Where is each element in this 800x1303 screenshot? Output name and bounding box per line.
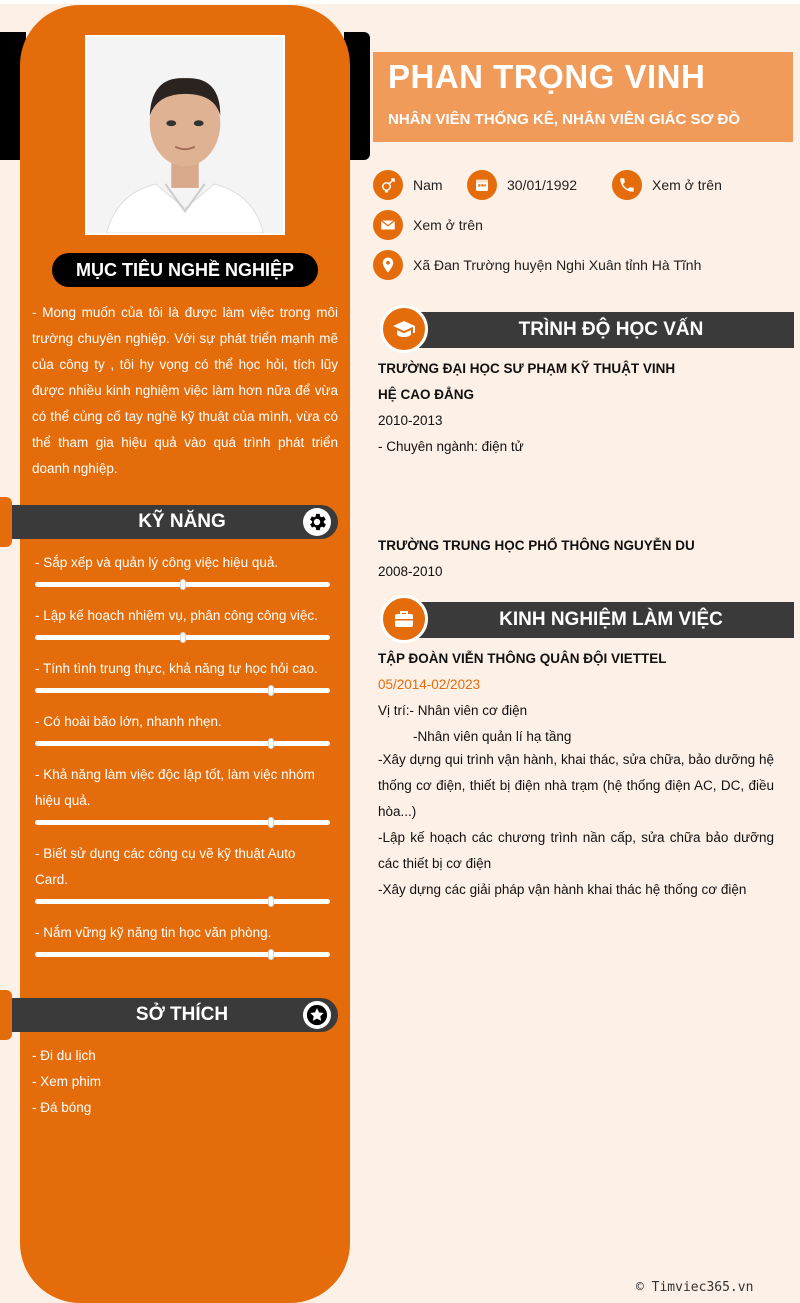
skill-label: - Biết sử dụng các công cụ vẽ kỹ thuật Auto Card. bbox=[35, 846, 296, 887]
education-level: HỆ CAO ĐẲNG bbox=[378, 387, 475, 402]
position-line: -Nhân viên quản lí hạ tầng bbox=[413, 729, 572, 744]
profile-photo bbox=[85, 35, 285, 235]
header-tab bbox=[0, 990, 12, 1040]
hobby-item: - Đá bóng bbox=[32, 1100, 92, 1115]
gear-icon bbox=[303, 508, 331, 536]
hobbies-header bbox=[0, 998, 338, 1032]
company-name: TẬP ĐOÀN VIỄN THÔNG QUÂN ĐỘI VIETTEL bbox=[378, 651, 667, 666]
position-line: Vị trí:- Nhân viên cơ điện bbox=[378, 703, 528, 718]
education-heading: TRÌNH ĐỘ HỌC VẤN bbox=[518, 319, 704, 340]
phone-value: Xem ở trên bbox=[652, 177, 722, 193]
education-period: 2010-2013 bbox=[378, 413, 443, 428]
skill-knob bbox=[180, 632, 186, 643]
calendar-icon bbox=[467, 170, 497, 200]
email-value: Xem ở trên bbox=[413, 217, 483, 233]
school-name: TRƯỜNG TRUNG HỌC PHỔ THÔNG NGUYỄN DU bbox=[378, 538, 695, 553]
gender-value: Nam bbox=[413, 177, 443, 193]
skill-knob bbox=[268, 738, 274, 749]
location-icon bbox=[373, 250, 403, 280]
person-photo-icon bbox=[87, 37, 283, 233]
skills-header bbox=[0, 505, 338, 539]
skill-bar bbox=[35, 899, 330, 904]
skills-heading: KỸ NĂNG bbox=[138, 511, 226, 532]
duty-item: -Xây dựng qui trình vận hành, khai thác, sửa chữa, bảo dưỡng hệ thống cơ điện, thiết bị điện nhà trạm (hệ thống điện AC, DC, điều hòa...) bbox=[378, 752, 774, 819]
address-value: Xã Đan Trường huyện Nghi Xuân tỉnh Hà Tĩnh bbox=[413, 257, 702, 273]
star-icon bbox=[303, 1001, 331, 1029]
skill-label: - Sắp xếp và quản lý công việc hiệu quả. bbox=[35, 555, 279, 570]
gender-icon bbox=[373, 170, 403, 200]
skill-label: - Có hoài bão lớn, nhanh nhẹn. bbox=[35, 714, 222, 729]
duty-item: -Lập kế hoạch các chương trình nần cấp, sửa chữa bảo dưỡng các thiết bị cơ điện bbox=[378, 830, 774, 871]
education-header bbox=[380, 312, 794, 348]
skill-knob bbox=[268, 817, 274, 828]
education-major: - Chuyên ngành: điện tử bbox=[378, 439, 524, 454]
job-title: NHÂN VIÊN THỐNG KÊ, NHÂN VIÊN GIÁC SƠ ĐỒ bbox=[388, 111, 740, 128]
skill-label: - Lập kế hoạch nhiệm vụ, phân công công việc. bbox=[35, 608, 318, 623]
skill-bar bbox=[35, 820, 330, 825]
experience-heading: KINH NGHIỆM LÀM VIỆC bbox=[499, 609, 723, 630]
duty-item: -Xây dựng các giải pháp vận hành khai thác hệ thống cơ điện bbox=[378, 882, 747, 897]
contact-birthday bbox=[467, 170, 577, 200]
birthday-value: 30/01/1992 bbox=[507, 177, 578, 193]
experience-duties bbox=[378, 747, 774, 903]
contact-phone bbox=[612, 170, 722, 200]
skill-bar bbox=[35, 582, 330, 587]
experience-period: 05/2014-02/2023 bbox=[378, 677, 481, 692]
skill-knob bbox=[268, 896, 274, 907]
skill-label: - Nắm vững kỹ năng tin học văn phòng. bbox=[35, 925, 272, 940]
contact-email bbox=[373, 210, 483, 240]
skill-knob bbox=[268, 685, 274, 696]
header-tab bbox=[0, 497, 12, 547]
objective-text: - Mong muốn của tôi là được làm việc trong môi trường chuyên nghiệp. Với sự phát triển mạnh mẽ của công ty , tôi hy vọng có thể học hỏi, tích lũy được nhiều kinh nghiệm việc làm hơn nữa để vừa có thể củng cố tay nghề kỹ thuật của mình, vừa có thể tham gia hiệu quả vào quá trình phát triển doanh nghiệp. bbox=[32, 305, 338, 476]
footer-credit: © Timviec365.vn bbox=[636, 1280, 754, 1295]
full-name: PHAN TRỌNG VINH bbox=[388, 58, 706, 95]
hobbies-heading: SỞ THÍCH bbox=[135, 1004, 229, 1025]
experience-entry bbox=[378, 646, 667, 750]
skill-bar bbox=[35, 952, 330, 957]
phone-icon bbox=[612, 170, 642, 200]
contact-address bbox=[373, 250, 701, 280]
objective-heading: MỤC TIÊU NGHỀ NGHIỆP bbox=[52, 253, 318, 287]
briefcase-icon bbox=[380, 595, 428, 643]
skill-label: - Khả năng làm việc độc lập tốt, làm việc nhóm hiệu quả. bbox=[35, 767, 315, 808]
school-name: TRƯỜNG ĐẠI HỌC SƯ PHẠM KỸ THUẬT VINH bbox=[378, 361, 676, 376]
skill-knob bbox=[268, 949, 274, 960]
skill-bar bbox=[35, 635, 330, 640]
education-entry bbox=[378, 533, 695, 585]
contact-gender bbox=[373, 170, 443, 200]
hobby-item: - Đi du lịch bbox=[32, 1048, 96, 1063]
skill-label: - Tính tình trung thực, khả năng tự học hỏi cao. bbox=[35, 661, 318, 676]
education-entry bbox=[378, 356, 675, 460]
hobbies-list bbox=[32, 1043, 101, 1121]
email-icon bbox=[373, 210, 403, 240]
skill-bar bbox=[35, 741, 330, 746]
education-period: 2008-2010 bbox=[378, 564, 443, 579]
skill-knob bbox=[180, 579, 186, 590]
skill-bar bbox=[35, 688, 330, 693]
graduation-cap-icon bbox=[380, 305, 428, 353]
hobby-item: - Xem phim bbox=[32, 1074, 102, 1089]
experience-header bbox=[380, 602, 794, 638]
